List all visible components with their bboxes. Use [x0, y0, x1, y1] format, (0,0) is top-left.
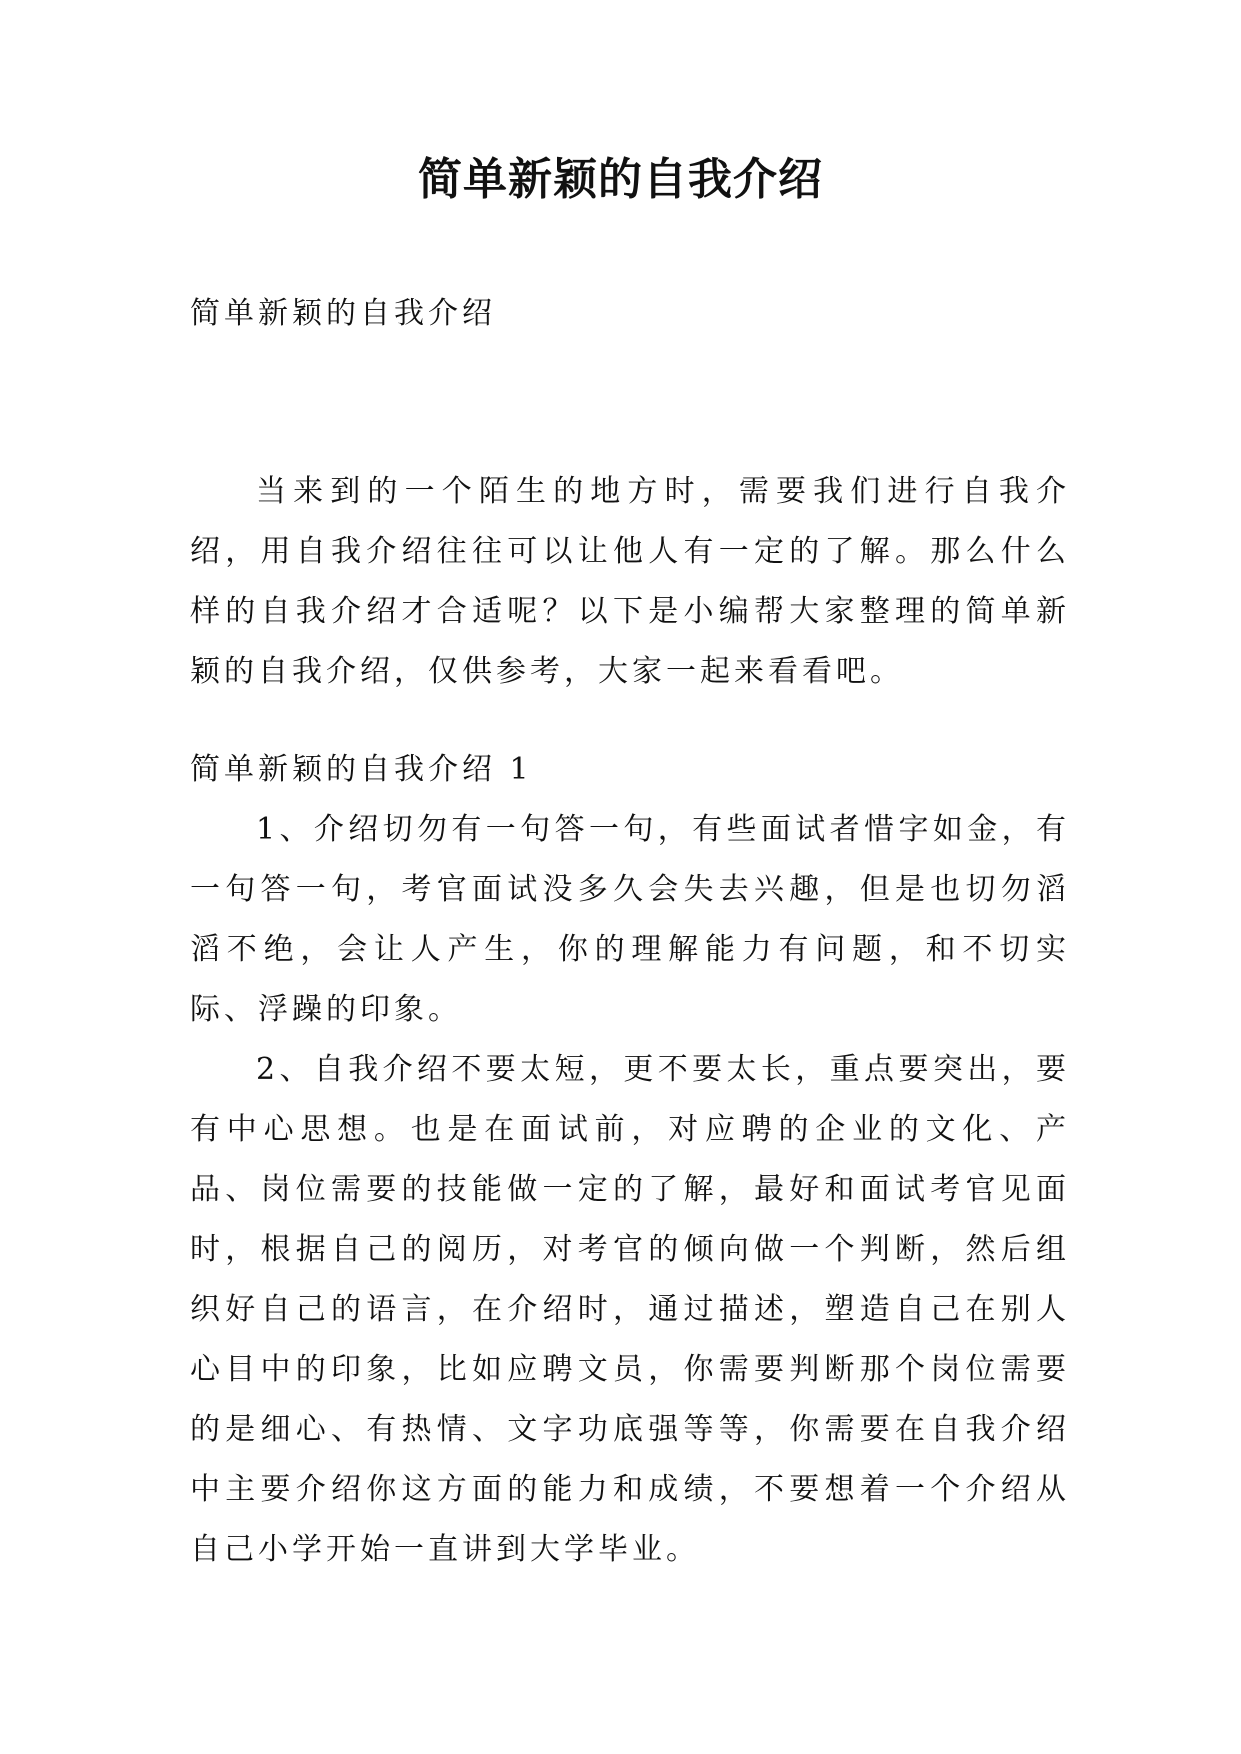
document-subtitle: 简单新颖的自我介绍 [190, 296, 496, 331]
intro-paragraph: 当来到的一个陌生的地方时，需要我们进行自我介绍，用自我介绍往往可以让他人有一定的了解。那么什么样的自我介绍才合适呢？以下是小编帮大家整理的简单新颖的自我介绍，仅供参考，大家一起来看看吧。 [190, 474, 1070, 689]
list-item: 1、介绍切勿有一句答一句，有些面试者惜字如金，有一句答一句，考官面试没多久会失去兴趣，但是也切勿滔滔不绝，会让人产生，你的理解能力有问题，和不切实际、浮躁的印象。 [190, 812, 1070, 1027]
list-item: 2、自我介绍不要太短，更不要太长，重点要突出，要有中心思想。也是在面试前，对应聘的企业的文化、产品、岗位需要的技能做一定的了解，最好和面试考官见面时，根据自己的阅历，对考官的倾向做一个判断，然后组织好自己的语言，在介绍时，通过描述，塑造自己在别人心目中的印象，比如应聘文员，你需要判断那个岗位需要的是细心、有热情、文字功底强等等，你需要在自我介绍中主要介绍你这方面的能力和成绩，不要想着一个介绍从自己小学开始一直讲到大学毕业。 [190, 1052, 1070, 1567]
document-title: 简单新颖的自我介绍 [418, 154, 823, 205]
section-heading: 简单新颖的自我介绍 1 [190, 752, 533, 787]
